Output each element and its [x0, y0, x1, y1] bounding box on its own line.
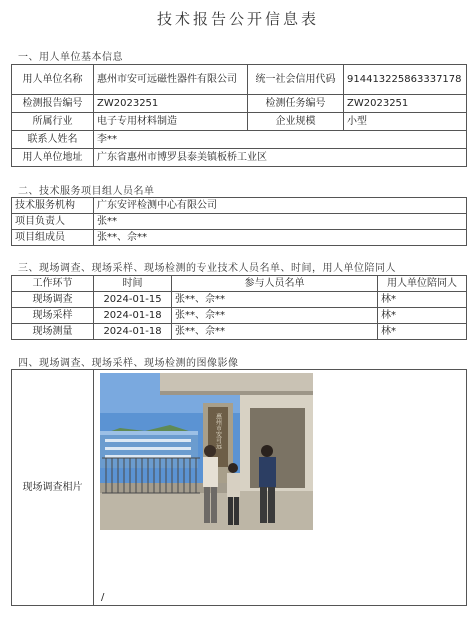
cell-participants: 张**、佘** [172, 308, 378, 324]
field-work-table [11, 275, 467, 340]
column-header: 用人单位陪同人 [378, 276, 467, 292]
cell-value: ZW2023251 [344, 95, 467, 113]
basic-info-table [11, 64, 467, 167]
sign-text: 惠州市安可远 [214, 413, 222, 449]
cell-label: 技术服务机构 [12, 198, 94, 214]
section1-heading: 一、用人单位基本信息 [18, 52, 123, 63]
table-row [12, 214, 467, 230]
table-row [12, 65, 467, 95]
section4-heading: 四、现场调查、现场采样、现场检测的图像影像 [18, 358, 239, 369]
table-row [12, 230, 467, 246]
cell-label: 用人单位地址 [12, 149, 94, 167]
cell-label: 统一社会信用代码 [248, 65, 344, 95]
team-table [11, 197, 467, 246]
cell-value: 小型 [344, 113, 467, 131]
cell-participants: 张**、佘** [172, 324, 378, 340]
cell-stage: 现场采样 [12, 308, 94, 324]
cell-value: 张**、佘** [94, 230, 467, 246]
table-row [12, 149, 467, 167]
cell-label: 用人单位名称 [12, 65, 94, 95]
cell-value: 电子专用材料制造 [94, 113, 248, 131]
section2-heading: 二、技术服务项目组人员名单 [18, 186, 155, 197]
cell-value: 李** [94, 131, 467, 149]
table-row [12, 308, 467, 324]
site-photo [100, 373, 313, 530]
cell-value: ZW2023251 [94, 95, 248, 113]
column-header: 工作环节 [12, 276, 94, 292]
column-header: 时间 [94, 276, 172, 292]
cell-label: 所属行业 [12, 113, 94, 131]
cell-value: 广东安评检测中心有限公司 [94, 198, 467, 214]
cell-value: 惠州市安可远磁性器件有限公司 [94, 65, 248, 95]
cell-label: 项目组成员 [12, 230, 94, 246]
table-header-row [12, 276, 467, 292]
cell-participants: 张**、佘** [172, 292, 378, 308]
section3-heading: 三、现场调查、现场采样、现场检测的专业技术人员名单、时间，用人单位陪同人 [18, 263, 396, 274]
cell-label: 联系人姓名 [12, 131, 94, 149]
cell-value: 广东省惠州市博罗县泰美镇板桥工业区 [94, 149, 467, 167]
cell-date: 2024-01-18 [94, 324, 172, 340]
cell-label: 企业规模 [248, 113, 344, 131]
cell-companion: 林* [378, 292, 467, 308]
cell-companion: 林* [378, 308, 467, 324]
table-row [12, 324, 467, 340]
table-row [12, 95, 467, 113]
cell-label: 检测报告编号 [12, 95, 94, 113]
cell-label: 现场调查相片 [12, 370, 94, 606]
placeholder-slash: / [101, 592, 105, 603]
table-row [12, 113, 467, 131]
cell-label: 项目负责人 [12, 214, 94, 230]
cell-date: 2024-01-15 [94, 292, 172, 308]
page-title: 技术报告公开信息表 [156, 10, 319, 28]
table-row [12, 131, 467, 149]
table-row [12, 292, 467, 308]
table-row [12, 198, 467, 214]
cell-value: 914413225863337178 [344, 65, 467, 95]
cell-date: 2024-01-18 [94, 308, 172, 324]
cell-stage: 现场测量 [12, 324, 94, 340]
column-header: 参与人员名单 [172, 276, 378, 292]
cell-value: 张** [94, 214, 467, 230]
cell-stage: 现场调查 [12, 292, 94, 308]
cell-companion: 林* [378, 324, 467, 340]
cell-label: 检测任务编号 [248, 95, 344, 113]
